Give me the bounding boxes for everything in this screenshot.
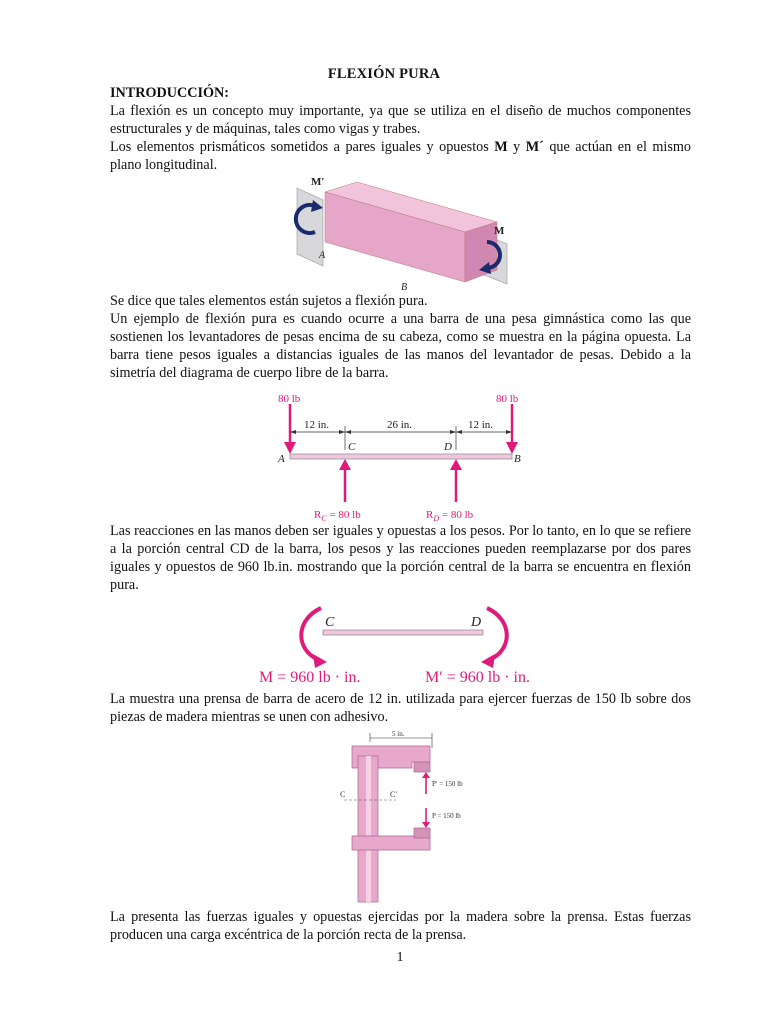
fig2-point-b: B — [514, 453, 521, 465]
fig2-point-c: C — [348, 441, 356, 453]
fig1-label-mprime: M′ — [311, 176, 325, 188]
intro-heading: INTRODUCCIÓN: — [110, 85, 230, 101]
intro-section — [110, 84, 691, 174]
fig3-moment-m: M = 960 lb · in. — [259, 669, 361, 686]
figure-central-portion — [255, 600, 555, 688]
fig4-force-pprime: P′ = 150 lb — [432, 780, 463, 788]
fig2-dim-center: 26 in. — [387, 419, 413, 431]
fig2-dim-right: 12 in. — [468, 419, 494, 431]
p2-text-b: que actúan en el mismo plano longitudinal. — [110, 139, 692, 173]
fig1-label-b: B — [401, 282, 408, 293]
figure-bar-clamp — [330, 728, 490, 906]
fig2-reaction-d: $R_D = 80$ lb — [426, 509, 474, 523]
fig2-load-left: 80 lb — [278, 393, 301, 405]
fig4-label-c: C — [340, 790, 346, 799]
fig1-label-m: M — [494, 225, 505, 237]
paragraph-2 — [110, 138, 691, 174]
page-title: FLEXIÓN PURA — [327, 66, 441, 82]
fig4-dim: 5 in. — [392, 730, 405, 738]
fig3-moment-mprime: M′ = 960 lb · in. — [425, 669, 530, 686]
p2-text-y: y — [513, 139, 521, 155]
fig3-point-c: C — [325, 615, 335, 630]
paragraph-6: La muestra una prensa de barra de acero de 12 in. utilizada para ejercer fuerzas de 150 lb sobre dos piezas de madera mientras se unen con adhesivo. — [110, 691, 691, 725]
fig4-force-p: P = 150 lb — [432, 812, 461, 820]
fig2-point-d: D — [444, 441, 452, 453]
figure-prismatic-beam — [285, 170, 525, 294]
fig4-label-cprime: C′ — [390, 790, 398, 799]
paragraph-1: La flexión es un concepto muy importante, ya que se utiliza en el diseño de muchos componentes estructurales y de máquinas, tales como vigas y trabes. — [110, 103, 691, 137]
fig2-dim-left: 12 in. — [304, 419, 330, 431]
fig1-label-a: A — [319, 250, 326, 261]
figure-bar-free-body — [270, 388, 540, 524]
fig2-reaction-c: $R_C = 80$ lb — [314, 509, 361, 523]
p2-moment-mprime: M´ — [525, 139, 544, 155]
paragraph-3: Se dice que tales elementos están sujetos a flexión pura. — [110, 293, 428, 309]
fig2-load-right: 80 lb — [496, 393, 519, 405]
p2-text-a: Los elementos prismáticos sometidos a pares iguales y opuestos — [110, 139, 489, 155]
page-number: 1 — [396, 950, 404, 965]
paragraph-5: Las reacciones en las manos deben ser iguales y opuestas a los pesos. Por lo tanto, en lo que se refiere a la porción central CD de la barra, los pesos y las reacciones pueden reemplazarse por dos pares iguales y opuestos de 960 lb.in. mostrando que la porción central de la barra se encuentra en flexión pura. — [110, 523, 691, 593]
paragraph-7: La presenta las fuerzas iguales y opuestas ejercidas por la madera sobre la prensa. Estas fuerzas producen una carga excéntrica de la porción recta de la prensa. — [110, 909, 691, 943]
paragraph-4: Un ejemplo de flexión pura es cuando ocurre a una barra de una pesa gimnástica como las que sostienen los levantadores de pesas encima de su cabeza, como se muestra en la página opuesta. La barra tiene pesos iguales a distancias iguales de las manos del levantador de pesas. Debido a la simetría del diagrama de cuerpo libre de la barra. — [110, 311, 691, 381]
p2-moment-m: M — [494, 139, 508, 155]
fig3-point-d: D — [471, 615, 482, 630]
fig2-point-a: A — [278, 453, 285, 465]
